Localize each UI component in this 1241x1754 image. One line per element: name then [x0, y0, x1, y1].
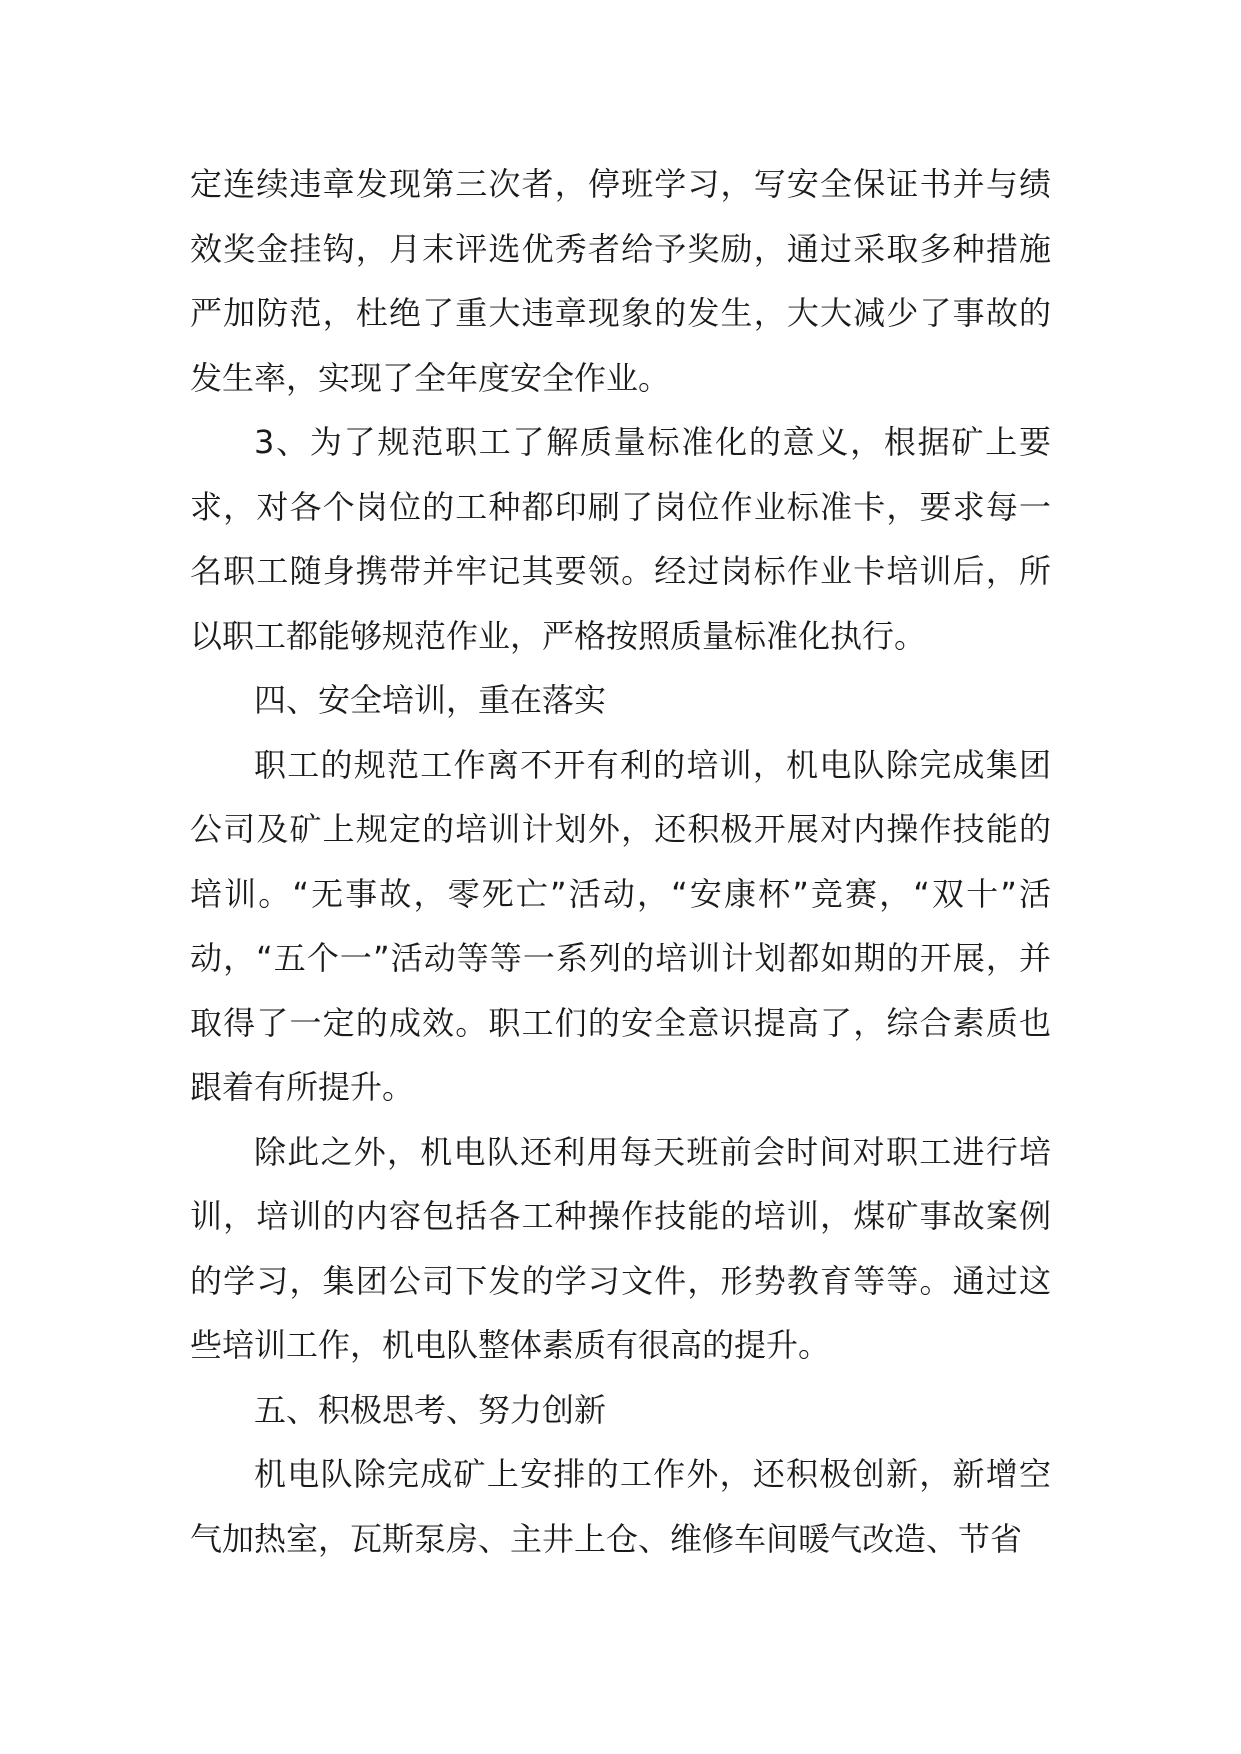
paragraph-innovation: 机电队除完成矿上安排的工作外，还积极创新，新增空气加热室，瓦斯泵房、主井上仓、维修车间暖气改造、节省: [190, 1455, 1051, 1558]
paragraph-training: 职工的规范工作离不开有利的培训，机电队除完成集团公司及矿上规定的培训计划外，还积极开展对内操作技能的培训。“无事故，零死亡”活动，“安康杯”竞赛，“双十”活动，“五个一”活动等等一系列的培训计划都如期的开展，并取得了一定的成效。职工们的安全意识提高了，综合素质也跟着有所提升。: [190, 745, 1051, 1106]
section-heading-4: 四、安全培训，重在落实: [254, 681, 607, 719]
paragraph-item-3: 3、为了规范职工了解质量标准化的意义，根据矿上要求，对各个岗位的工种都印刷了岗位作业标准卡，要求每一名职工随身携带并牢记其要领。经过岗标作业卡培训后，所以职工都能够规范作业，严格按照质量标准化执行。: [190, 423, 1051, 655]
document-page: [190, 152, 1051, 1571]
paragraph-daily-training: 除此之外，机电队还利用每天班前会时间对职工进行培训，培训的内容包括各工种操作技能的培训，煤矿事故案例的学习，集团公司下发的学习文件，形势教育等等。通过这些培训工作，机电队整体素质有很高的提升。: [190, 1132, 1051, 1364]
paragraph-continuation: 定连续违章发现第三次者，停班学习，写安全保证书并与绩效奖金挂钩，月末评选优秀者给予奖励，通过采取多种措施严加防范，杜绝了重大违章现象的发生，大大减少了事故的发生率，实现了全年度安全作业。: [190, 165, 1051, 397]
section-heading-5: 五、积极思考、努力创新: [254, 1390, 607, 1429]
